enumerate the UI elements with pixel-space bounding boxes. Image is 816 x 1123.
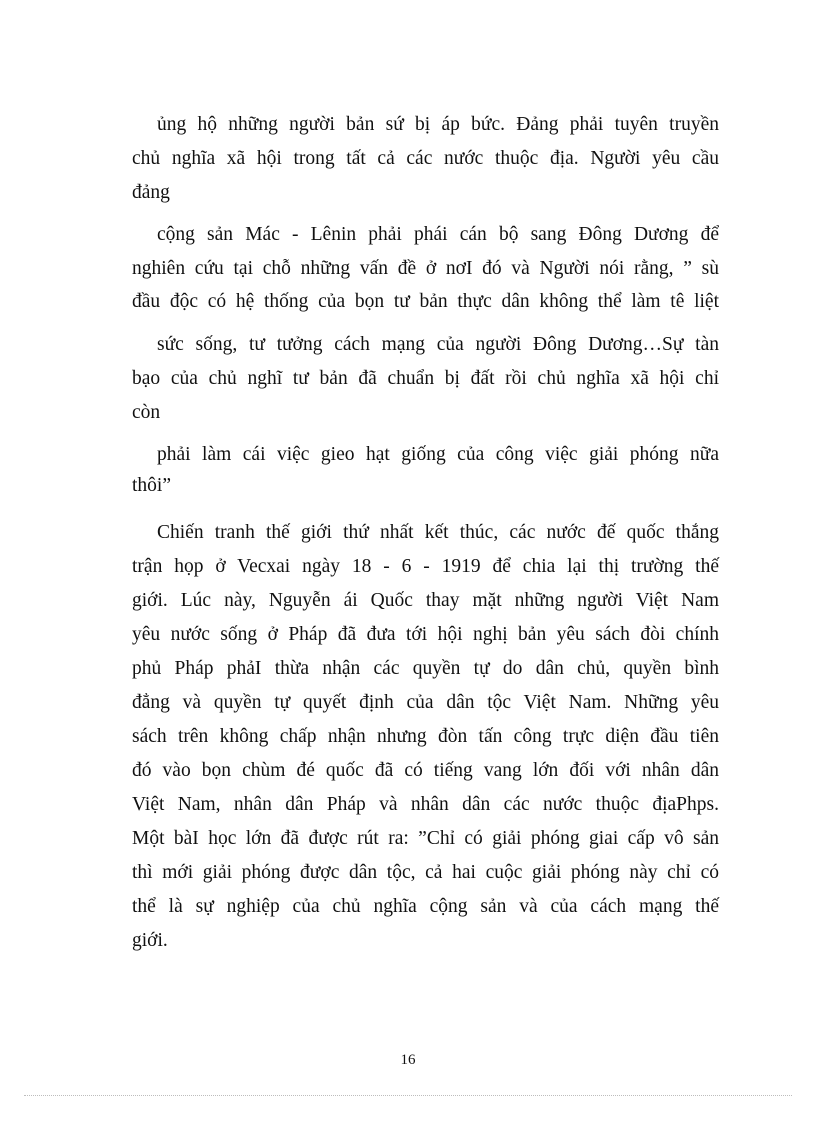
text-line: đảng: [132, 182, 170, 203]
text-line: Một bàI học lớn đã được rút ra: ”Chỉ có giải phóng giai cấp vô sản: [132, 828, 719, 849]
text-line: thì mới giải phóng được dân tộc, cả hai cuộc giải phóng này chỉ có: [132, 862, 719, 883]
text-line: yêu nước sống ở Pháp đã đưa tới hội nghị bản yêu sách đòi chính: [132, 624, 719, 645]
text-line: Việt Nam, nhân dân Pháp và nhân dân các nước thuộc địaPhps.: [132, 794, 719, 815]
text-line: bạo của chủ nghĩ tư bản đã chuẩn bị đất rồi chủ nghĩa xã hội chỉ: [132, 368, 719, 389]
text-line: còn: [132, 402, 161, 423]
text-line: giới.: [132, 930, 168, 951]
text-line: ủng hộ những người bản sứ bị áp bức. Đảng phải tuyên truyền: [157, 114, 719, 135]
text-line: phải làm cái việc gieo hạt giống của công việc giải phóng nữa: [157, 444, 719, 465]
text-line: đó vào bọn chùm đé quốc đã có tiếng vang lớn đối với nhân dân: [132, 760, 719, 781]
text-line: đẳng và quyền tự quyết định của dân tộc Việt Nam. Những yêu: [132, 692, 719, 713]
text-line: thể là sự nghiệp của chủ nghĩa cộng sản và của cách mạng thế: [132, 896, 719, 917]
text-line: Chiến tranh thế giới thứ nhất kết thúc, các nước đế quốc thắng: [157, 522, 719, 543]
text-line: nghiên cứu tại chỗ những vấn đề ở nơI đó và Người nói rằng, ” sù: [132, 258, 719, 279]
text-line: sức sống, tư tưởng cách mạng của người Đông Dương…Sự tàn: [157, 334, 719, 355]
text-line: phủ Pháp phảI thừa nhận các quyền tự do dân chủ, quyền bình: [132, 658, 719, 679]
text-line: chủ nghĩa xã hội trong tất cả các nước thuộc địa. Người yêu cầu: [132, 148, 719, 169]
text-line: sách trên không chấp nhận nhưng đòn tấn công trực diện đầu tiên: [132, 726, 719, 747]
page-number: 16: [400, 1052, 416, 1068]
page-bottom-divider: [24, 1095, 792, 1096]
text-line: thôi”: [132, 475, 171, 496]
text-line: cộng sản Mác - Lênin phải phái cán bộ sang Đông Dương để: [157, 224, 719, 245]
text-line: trận họp ở Vecxai ngày 18 - 6 - 1919 để chia lại thị trường thế: [132, 556, 719, 577]
text-line: đầu độc có hệ thống của bọn tư bản thực dân không thể làm tê liệt: [132, 291, 719, 312]
text-line: giới. Lúc này, Nguyễn ái Quốc thay mặt những người Việt Nam: [132, 590, 719, 611]
